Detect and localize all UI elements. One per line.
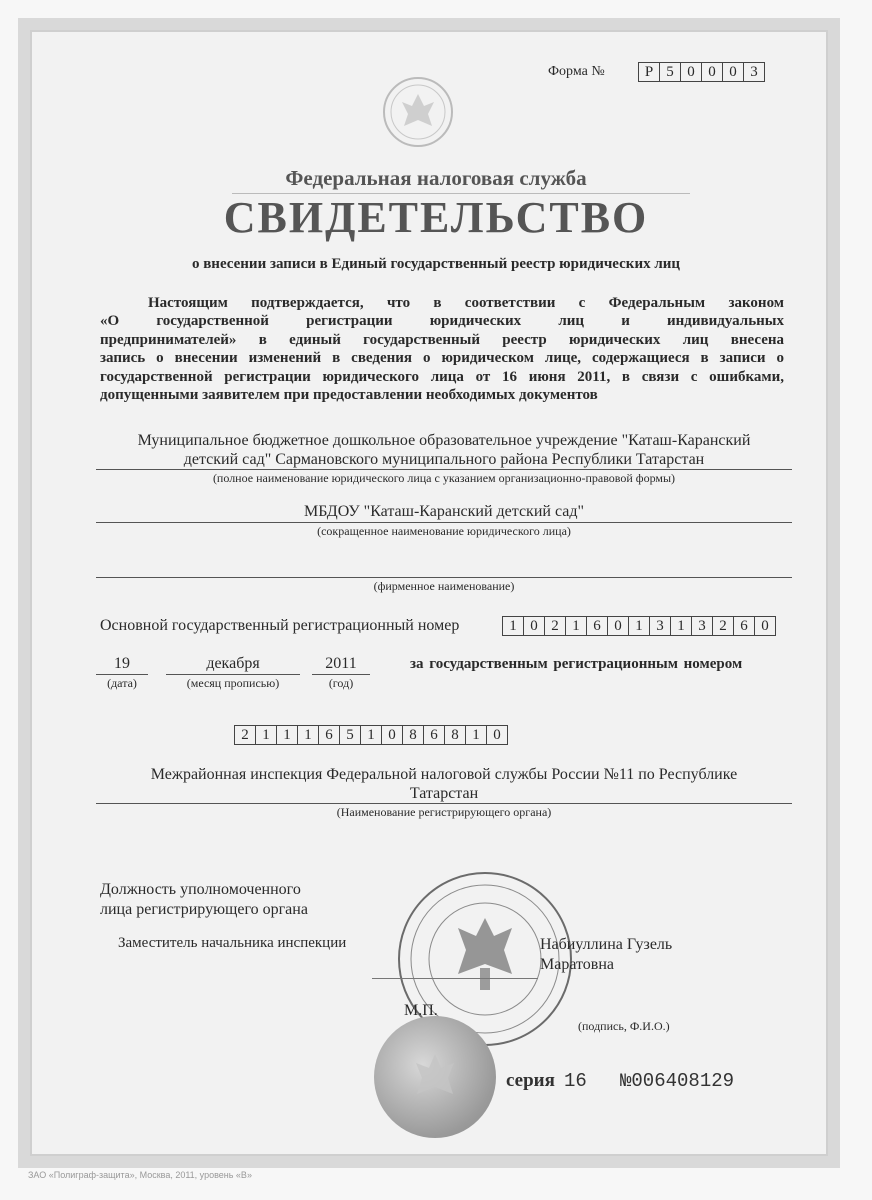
full-name-line: Муниципальное бюджетное дошкольное образовательное учреждение "Каташ-Каранский	[137, 432, 751, 449]
ogrn-digit: 2	[545, 616, 566, 636]
official-name-line: Маратовна	[540, 956, 615, 973]
grn-digit: 1	[256, 725, 277, 745]
grn-digit: 8	[403, 725, 424, 745]
ogrn-label: Основной государственный регистрационный номер	[100, 617, 460, 634]
form-cell: 0	[723, 62, 744, 82]
body-line: предпринимателей» в единый государственный реестр юридических лиц внесена	[100, 331, 784, 348]
ogrn-digit: 1	[502, 616, 524, 636]
body-line: допущенными заявителем при предоставлении необходимых документов	[100, 387, 598, 404]
ogrn-digit: 6	[587, 616, 608, 636]
ogrn-digit: 0	[608, 616, 629, 636]
ogrn-digit: 1	[566, 616, 587, 636]
grn-digit: 2	[234, 725, 256, 745]
date-year: 2011	[325, 655, 357, 672]
official-name	[540, 935, 672, 975]
date-day-caption: (дата)	[107, 676, 137, 690]
date-month: декабря	[206, 655, 260, 672]
eagle-emblem-icon	[382, 76, 454, 148]
form-cell: 0	[702, 62, 723, 82]
form-cell: Р	[638, 62, 660, 82]
grn-digit: 0	[382, 725, 403, 745]
certificate-number: №006408129	[620, 1070, 735, 1092]
grn-digit: 1	[361, 725, 382, 745]
grn-digit: 5	[340, 725, 361, 745]
seal-place-label: М.П.	[404, 1002, 438, 1019]
date-month-caption: (месяц прописью)	[186, 676, 280, 690]
body-line: Настоящим подтверждается, что в соответствии с Федеральным законом	[148, 295, 784, 311]
official-position: Заместитель начальника инспекции	[118, 935, 347, 951]
grn-digit: 8	[445, 725, 466, 745]
authority-caption: (Наименование регистрирующего органа)	[336, 805, 552, 819]
authority-line: Межрайонная инспекция Федеральной налоговой службы России №11 по Республике	[150, 766, 738, 783]
form-label: Форма №	[548, 64, 605, 79]
date-year-caption: (год)	[328, 676, 354, 690]
registering-authority	[96, 765, 792, 803]
form-number-cells	[638, 62, 765, 82]
hologram-eagle-icon	[404, 1046, 466, 1108]
ogrn-digit: 1	[671, 616, 692, 636]
form-cell: 3	[744, 62, 765, 82]
ogrn-cells	[502, 616, 776, 636]
grn-digit: 6	[424, 725, 445, 745]
ogrn-digit: 3	[692, 616, 713, 636]
authority-line: Татарстан	[409, 785, 479, 802]
official-role-label	[100, 880, 308, 920]
certificate-subtitle: о внесении записи в Единый государственный реестр юридических лиц	[191, 256, 681, 272]
signature-caption: (подпись, Ф.И.О.)	[578, 1019, 670, 1033]
series-value: 16	[564, 1070, 587, 1092]
body-line: запись о внесении изменений в сведения о юридическом лице, содержащиеся в записи о	[100, 350, 784, 367]
ogrn-digit: 1	[629, 616, 650, 636]
body-line: «О государственной регистрации юридических лиц и индивидуальных	[100, 313, 784, 330]
printer-footer: ЗАО «Полиграф-защита», Москва, 2011, уровень «В»	[28, 1170, 252, 1180]
ogrn-digit: 6	[734, 616, 755, 636]
body-paragraph	[100, 294, 784, 404]
form-cell: 0	[681, 62, 702, 82]
series-label: серия	[506, 1070, 555, 1091]
grn-cells	[234, 725, 508, 745]
full-name-caption: (полное наименование юридического лица с указанием организационно-правовой формы)	[212, 471, 676, 485]
grn-digit: 1	[466, 725, 487, 745]
grn-digit: 6	[319, 725, 340, 745]
certificate-title: СВИДЕТЕЛЬСТВО	[223, 193, 649, 242]
full-name-line: детский сад" Сармановского муниципального района Республики Татарстан	[183, 451, 705, 468]
ogrn-digit: 3	[650, 616, 671, 636]
official-name-line: Набиуллина Гузель	[540, 936, 673, 953]
body-line: государственной регистрации юридического лица от 16 июня 2011, в связи с ошибками,	[100, 368, 784, 385]
form-cell: 5	[660, 62, 681, 82]
ogrn-digit: 0	[524, 616, 545, 636]
grn-digit: 1	[298, 725, 319, 745]
registration-suffix: за государственным регистрационным номером	[410, 656, 743, 672]
ogrn-digit: 2	[713, 616, 734, 636]
ogrn-digit: 0	[755, 616, 776, 636]
date-day: 19	[114, 655, 130, 672]
full-name	[96, 431, 792, 469]
short-name-caption: (сокращенное наименование юридического лица)	[317, 524, 571, 538]
grn-digit: 0	[487, 725, 508, 745]
grn-digit: 1	[277, 725, 298, 745]
role-label-line: лица регистрирующего органа	[100, 901, 308, 918]
agency-name: Федеральная налоговая служба	[285, 166, 587, 190]
role-label-line: Должность уполномоченного	[100, 881, 301, 898]
firm-name-caption: (фирменное наименование)	[373, 579, 515, 593]
short-name: МБДОУ "Каташ-Каранский детский сад"	[303, 503, 585, 520]
